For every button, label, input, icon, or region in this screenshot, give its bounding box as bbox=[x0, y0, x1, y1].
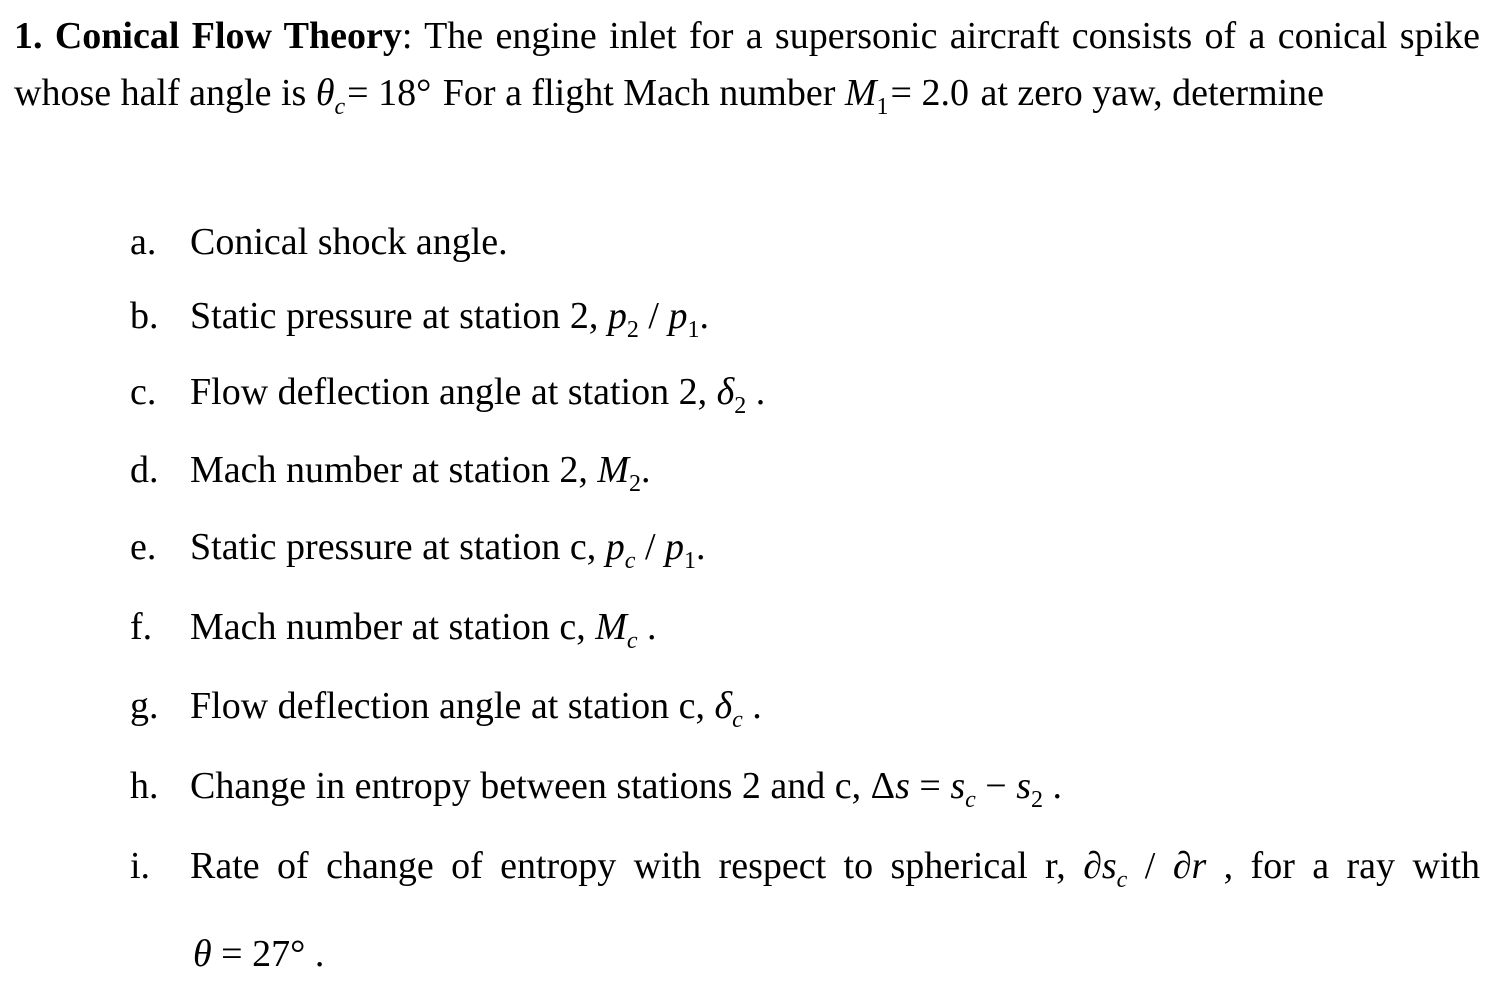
part-continuation bbox=[193, 932, 324, 976]
math-operator: / bbox=[635, 526, 665, 568]
theta-value: = 18° bbox=[347, 72, 432, 114]
theta-symbol: θ bbox=[315, 72, 335, 114]
part-end: . bbox=[637, 606, 657, 648]
math-subscript: 2 bbox=[626, 317, 639, 343]
list-item bbox=[0, 525, 1504, 585]
math-subscript: 2 bbox=[734, 393, 747, 419]
mach-symbol: M bbox=[844, 72, 877, 114]
math-subscript: 2 bbox=[1031, 787, 1044, 813]
math-subscript: c bbox=[965, 787, 976, 813]
math-subscript: 1 bbox=[687, 317, 700, 343]
part-text bbox=[190, 294, 709, 343]
math-symbol: M bbox=[597, 449, 630, 491]
part-letter: d. bbox=[130, 449, 159, 491]
part-letter: b. bbox=[130, 295, 159, 337]
part-text bbox=[190, 684, 762, 733]
part-label: Static pressure at station c, bbox=[190, 526, 606, 568]
part-letter: e. bbox=[130, 526, 157, 568]
part-label: Flow deflection angle at station c, bbox=[190, 685, 715, 727]
list-item bbox=[0, 605, 1504, 665]
problem-text-c: at zero yaw, determine bbox=[970, 72, 1325, 114]
list-item bbox=[0, 764, 1504, 824]
list-item bbox=[0, 370, 1504, 430]
mach-value: = 2.0 bbox=[890, 72, 969, 114]
math-operator: / bbox=[638, 295, 669, 337]
problem-text-a: : The engine inlet for a supersonic aircraft consists of a conical spike whose half angle is bbox=[14, 15, 1481, 114]
part-end: . bbox=[742, 685, 762, 727]
part-label: Mach number at station 2, bbox=[190, 449, 598, 491]
math-subscript: 1 bbox=[684, 548, 696, 574]
theta-symbol: θ bbox=[193, 933, 212, 975]
part-text bbox=[190, 448, 651, 497]
math-symbol: δ bbox=[714, 685, 733, 727]
part-end: . bbox=[746, 371, 766, 413]
math-operator: − bbox=[975, 765, 1017, 807]
math-subscript: c bbox=[732, 707, 743, 733]
math-symbol: p bbox=[668, 295, 688, 337]
part-text bbox=[190, 764, 1063, 813]
problem-text-b: For a flight Mach number bbox=[433, 72, 845, 114]
part-label: Mach number at station c, bbox=[190, 606, 596, 648]
math-symbol: p bbox=[607, 295, 627, 337]
part-end: . bbox=[699, 295, 709, 337]
delta-symbol: Δ bbox=[870, 765, 896, 807]
part-text bbox=[190, 525, 706, 574]
part-letter: g. bbox=[130, 685, 159, 727]
part-label: Static pressure at station 2, bbox=[190, 295, 608, 337]
part-end: . bbox=[1043, 765, 1063, 807]
list-item bbox=[0, 844, 1504, 904]
theta-value: = 27° bbox=[211, 933, 306, 975]
math-subscript: c bbox=[624, 548, 636, 574]
math-operator: / bbox=[1127, 845, 1173, 887]
part-text bbox=[190, 220, 508, 264]
math-symbol: p bbox=[665, 526, 684, 568]
math-symbol: s bbox=[1016, 765, 1032, 807]
part-letter: c. bbox=[130, 371, 157, 413]
part-text bbox=[190, 370, 766, 419]
part-letter: a. bbox=[130, 221, 157, 263]
math-symbol: M bbox=[595, 606, 627, 648]
part-text bbox=[190, 844, 1480, 893]
math-symbol: p bbox=[605, 526, 625, 568]
math-subscript: 2 bbox=[629, 471, 642, 497]
part-end: . bbox=[641, 449, 651, 491]
part-letter: h. bbox=[130, 765, 159, 807]
part-tail: , for a ray with bbox=[1206, 845, 1480, 887]
part-label: Rate of change of entropy with respect to spherical r, bbox=[190, 845, 1084, 887]
part-label: Conical shock angle. bbox=[190, 221, 508, 263]
list-item bbox=[0, 294, 1504, 354]
math-subscript: c bbox=[626, 628, 638, 654]
part-letter: f. bbox=[130, 606, 153, 648]
part-end: . bbox=[696, 526, 706, 568]
math-subscript: c bbox=[1116, 867, 1128, 893]
list-item bbox=[0, 448, 1504, 508]
part-text bbox=[190, 605, 657, 654]
math-symbol: ∂r bbox=[1172, 845, 1207, 887]
problem-title: 1. Conical Flow Theory bbox=[14, 15, 402, 57]
math-operator: = bbox=[909, 765, 951, 807]
mach-subscript: 1 bbox=[876, 94, 889, 120]
list-item bbox=[0, 684, 1504, 744]
math-symbol: s bbox=[950, 765, 966, 807]
theta-subscript: c bbox=[334, 94, 346, 120]
math-symbol: s bbox=[895, 765, 910, 807]
part-end: . bbox=[305, 933, 325, 975]
part-label: Change in entropy between stations 2 and c, bbox=[190, 765, 871, 807]
math-symbol: ∂s bbox=[1083, 845, 1117, 887]
math-symbol: δ bbox=[716, 371, 735, 413]
part-label: Flow deflection angle at station 2, bbox=[190, 371, 717, 413]
list-item bbox=[0, 220, 1504, 280]
part-letter: i. bbox=[130, 845, 151, 887]
